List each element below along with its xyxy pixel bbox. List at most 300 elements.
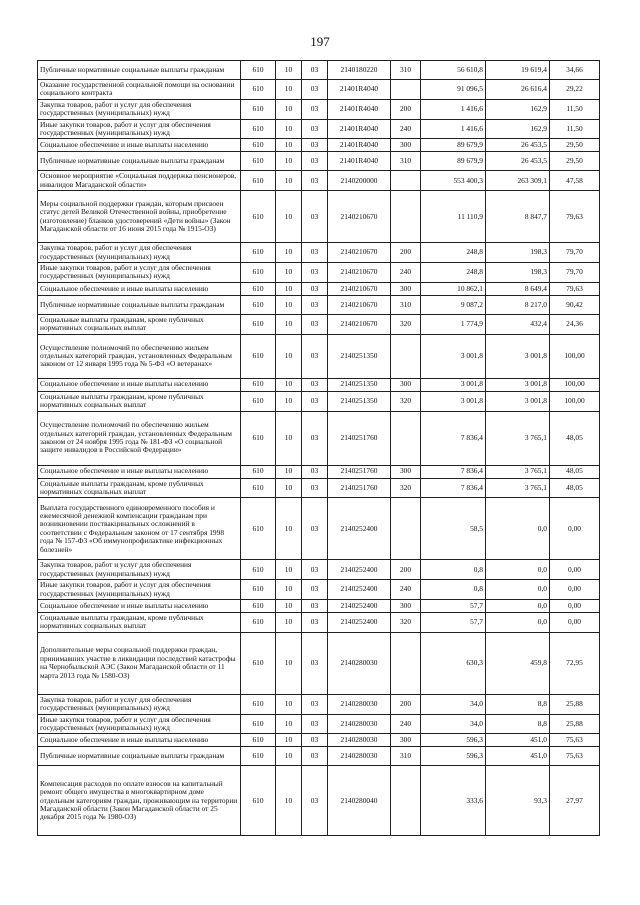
execution-percent-cell: 29,50 [550, 139, 600, 152]
expense-type-cell: 300 [391, 599, 421, 612]
row-name-cell: Социальное обеспечение и иные выплаты населению [38, 139, 241, 152]
planned-amount-cell: 57,7 [421, 599, 486, 612]
row-name-cell: Закупка товаров, работ и услуг для обеспечения государственных (муниципальных) нужд [38, 694, 241, 714]
table-row [38, 314, 600, 334]
target-article-cell: 2140210670 [328, 191, 391, 243]
planned-amount-cell: 333,6 [421, 766, 486, 836]
row-name-cell: Публичные нормативные социальные выплаты гражданам [38, 152, 241, 171]
row-name-cell: Публичные нормативные социальные выплаты гражданам [38, 61, 241, 80]
row-name-cell: Закупка товаров, работ и услуг для обеспечения государственных (муниципальных) нужд [38, 99, 241, 119]
section-code-cell: 10 [276, 694, 302, 714]
expense-type-cell: 300 [391, 465, 421, 478]
row-name-cell: Иные закупки товаров, работ и услуг для обеспечения государственных (муниципальных) нужд [38, 119, 241, 139]
ministry-code-cell: 610 [241, 80, 276, 100]
row-name-cell: Иные закупки товаров, работ и услуг для обеспечения государственных (муниципальных) нужд [38, 263, 241, 283]
table-row [38, 282, 600, 295]
planned-amount-cell: 0,8 [421, 580, 486, 600]
target-article-cell: 21401R4040 [328, 119, 391, 139]
subsection-code-cell: 03 [302, 747, 328, 766]
expense-type-cell [391, 171, 421, 191]
table-row [38, 694, 600, 714]
executed-amount-cell: 3 765,1 [486, 465, 550, 478]
page-number: 197 [310, 34, 330, 49]
section-code-cell: 10 [276, 295, 302, 314]
planned-amount-cell: 553 400,3 [421, 171, 486, 191]
planned-amount-cell: 34,0 [421, 694, 486, 714]
row-name-cell: Социальное обеспечение и иные выплаты населению [38, 282, 241, 295]
executed-amount-cell: 0,0 [486, 599, 550, 612]
executed-amount-cell: 162,9 [486, 119, 550, 139]
planned-amount-cell: 248,8 [421, 263, 486, 283]
expense-type-cell: 300 [391, 282, 421, 295]
section-code-cell: 10 [276, 152, 302, 171]
planned-amount-cell: 3 001,8 [421, 378, 486, 391]
execution-percent-cell: 29,22 [550, 80, 600, 100]
executed-amount-cell: 459,8 [486, 632, 550, 694]
planned-amount-cell: 9 087,2 [421, 295, 486, 314]
execution-percent-cell: 79,63 [550, 191, 600, 243]
execution-percent-cell: 100,00 [550, 391, 600, 411]
table-row [38, 80, 600, 100]
table-row [38, 734, 600, 747]
table-row [38, 378, 600, 391]
planned-amount-cell: 7 836,4 [421, 465, 486, 478]
expense-type-cell [391, 334, 421, 378]
ministry-code-cell: 610 [241, 99, 276, 119]
target-article-cell: 2140251760 [328, 411, 391, 465]
target-article-cell: 2140280030 [328, 747, 391, 766]
executed-amount-cell: 19 619,4 [486, 61, 550, 80]
subsection-code-cell: 03 [302, 734, 328, 747]
execution-percent-cell: 0,00 [550, 560, 600, 580]
execution-percent-cell: 90,42 [550, 295, 600, 314]
subsection-code-cell: 03 [302, 391, 328, 411]
table-row [38, 391, 600, 411]
expense-type-cell: 200 [391, 694, 421, 714]
target-article-cell: 21401R4040 [328, 152, 391, 171]
target-article-cell: 2140251350 [328, 391, 391, 411]
target-article-cell: 2140252400 [328, 498, 391, 560]
expense-type-cell: 320 [391, 314, 421, 334]
table-row [38, 139, 600, 152]
target-article-cell: 2140210670 [328, 295, 391, 314]
executed-amount-cell: 8 847,7 [486, 191, 550, 243]
table-row [38, 747, 600, 766]
table-row [38, 560, 600, 580]
ministry-code-cell: 610 [241, 734, 276, 747]
subsection-code-cell: 03 [302, 314, 328, 334]
expense-type-cell: 310 [391, 152, 421, 171]
subsection-code-cell: 03 [302, 61, 328, 80]
ministry-code-cell: 610 [241, 61, 276, 80]
expense-type-cell [391, 80, 421, 100]
subsection-code-cell: 03 [302, 119, 328, 139]
row-name-cell: Меры социальной поддержки граждан, которым присвоен статус детей Великой Отечественной войны, приобретение (изготовление) бланков удостоверений «Дети войны» (Закон Магаданской области от 16 июня 2015 года № 1915-ОЗ) [38, 191, 241, 243]
execution-percent-cell: 72,95 [550, 632, 600, 694]
row-name-cell: Иные закупки товаров, работ и услуг для обеспечения государственных (муниципальных) нужд [38, 580, 241, 600]
target-article-cell: 2140280030 [328, 632, 391, 694]
row-name-cell: Выплата государственного единовременного пособия и ежемесячной денежной компенсации гражданам при возникновении поствакцинальных осложнений в соответствии с Федеральным законом от 17 сентября 1998 года № 157-ФЗ «Об иммунопрофилактике инфекционных болезней» [38, 498, 241, 560]
table-row [38, 295, 600, 314]
ministry-code-cell: 610 [241, 314, 276, 334]
subsection-code-cell: 03 [302, 378, 328, 391]
expense-type-cell: 240 [391, 263, 421, 283]
target-article-cell: 2140210670 [328, 282, 391, 295]
execution-percent-cell: 27,97 [550, 766, 600, 836]
expense-type-cell: 200 [391, 560, 421, 580]
subsection-code-cell: 03 [302, 632, 328, 694]
expense-type-cell: 300 [391, 139, 421, 152]
row-name-cell: Закупка товаров, работ и услуг для обеспечения государственных (муниципальных) нужд [38, 243, 241, 263]
expense-type-cell [391, 498, 421, 560]
execution-percent-cell: 100,00 [550, 378, 600, 391]
table-row [38, 714, 600, 734]
expense-type-cell: 310 [391, 61, 421, 80]
table-row [38, 119, 600, 139]
subsection-code-cell: 03 [302, 334, 328, 378]
execution-percent-cell: 11,50 [550, 119, 600, 139]
target-article-cell: 2140210670 [328, 263, 391, 283]
planned-amount-cell: 1 416,6 [421, 99, 486, 119]
planned-amount-cell: 57,7 [421, 612, 486, 632]
target-article-cell: 2140280030 [328, 714, 391, 734]
target-article-cell: 2140210670 [328, 243, 391, 263]
row-name-cell: Иные закупки товаров, работ и услуг для обеспечения государственных (муниципальных) нужд [38, 714, 241, 734]
row-name-cell: Осуществление полномочий по обеспечению жильем отдельных категорий граждан, установленных Федеральным законом от 12 января 1995 года № 5-ФЗ «О ветеранах» [38, 334, 241, 378]
executed-amount-cell: 26 453,5 [486, 139, 550, 152]
ministry-code-cell: 610 [241, 171, 276, 191]
expense-type-cell: 240 [391, 119, 421, 139]
execution-percent-cell: 79,70 [550, 263, 600, 283]
executed-amount-cell: 451,0 [486, 747, 550, 766]
table-row [38, 612, 600, 632]
planned-amount-cell: 3 001,8 [421, 334, 486, 378]
ministry-code-cell: 610 [241, 632, 276, 694]
ministry-code-cell: 610 [241, 139, 276, 152]
subsection-code-cell: 03 [302, 282, 328, 295]
subsection-code-cell: 03 [302, 560, 328, 580]
table-row [38, 243, 600, 263]
table-row [38, 411, 600, 465]
row-name-cell: Социальное обеспечение и иные выплаты населению [38, 599, 241, 612]
target-article-cell: 21401R4040 [328, 99, 391, 119]
subsection-code-cell: 03 [302, 478, 328, 498]
section-code-cell: 10 [276, 61, 302, 80]
execution-percent-cell: 29,50 [550, 152, 600, 171]
ministry-code-cell: 610 [241, 334, 276, 378]
executed-amount-cell: 451,0 [486, 734, 550, 747]
table-row [38, 152, 600, 171]
planned-amount-cell: 3 001,8 [421, 391, 486, 411]
target-article-cell: 2140180220 [328, 61, 391, 80]
ministry-code-cell: 610 [241, 391, 276, 411]
section-code-cell: 10 [276, 498, 302, 560]
executed-amount-cell: 263 309,1 [486, 171, 550, 191]
planned-amount-cell: 89 679,9 [421, 152, 486, 171]
execution-percent-cell: 100,00 [550, 334, 600, 378]
executed-amount-cell: 432,4 [486, 314, 550, 334]
execution-percent-cell: 0,00 [550, 612, 600, 632]
row-name-cell: Публичные нормативные социальные выплаты гражданам [38, 295, 241, 314]
planned-amount-cell: 89 679,9 [421, 139, 486, 152]
ministry-code-cell: 610 [241, 263, 276, 283]
ministry-code-cell: 610 [241, 295, 276, 314]
executed-amount-cell: 26 616,4 [486, 80, 550, 100]
subsection-code-cell: 03 [302, 295, 328, 314]
section-code-cell: 10 [276, 714, 302, 734]
executed-amount-cell: 0,0 [486, 612, 550, 632]
executed-amount-cell: 8 649,4 [486, 282, 550, 295]
subsection-code-cell: 03 [302, 580, 328, 600]
section-code-cell: 10 [276, 560, 302, 580]
table-row [38, 334, 600, 378]
table-row [38, 61, 600, 80]
planned-amount-cell: 596,3 [421, 734, 486, 747]
subsection-code-cell: 03 [302, 80, 328, 100]
ministry-code-cell: 610 [241, 465, 276, 478]
target-article-cell: 2140280040 [328, 766, 391, 836]
section-code-cell: 10 [276, 314, 302, 334]
subsection-code-cell: 03 [302, 694, 328, 714]
executed-amount-cell: 3 765,1 [486, 478, 550, 498]
execution-percent-cell: 48,05 [550, 411, 600, 465]
planned-amount-cell: 58,5 [421, 498, 486, 560]
budget-table [37, 60, 600, 836]
planned-amount-cell: 596,3 [421, 747, 486, 766]
execution-percent-cell: 75,63 [550, 734, 600, 747]
executed-amount-cell: 162,9 [486, 99, 550, 119]
execution-percent-cell: 34,66 [550, 61, 600, 80]
execution-percent-cell: 25,88 [550, 714, 600, 734]
subsection-code-cell: 03 [302, 411, 328, 465]
table-row [38, 580, 600, 600]
target-article-cell: 2140252400 [328, 580, 391, 600]
ministry-code-cell: 610 [241, 498, 276, 560]
execution-percent-cell: 24,36 [550, 314, 600, 334]
executed-amount-cell: 0,0 [486, 498, 550, 560]
target-article-cell: 21401R4040 [328, 80, 391, 100]
subsection-code-cell: 03 [302, 171, 328, 191]
planned-amount-cell: 7 836,4 [421, 478, 486, 498]
ministry-code-cell: 610 [241, 191, 276, 243]
expense-type-cell [391, 191, 421, 243]
target-article-cell: 2140280030 [328, 734, 391, 747]
section-code-cell: 10 [276, 747, 302, 766]
section-code-cell: 10 [276, 191, 302, 243]
ministry-code-cell: 610 [241, 282, 276, 295]
planned-amount-cell: 34,0 [421, 714, 486, 734]
executed-amount-cell: 93,3 [486, 766, 550, 836]
row-name-cell: Компенсация расходов по оплате взносов на капитальный ремонт общего имущества в многоквартирном доме отдельным категориям граждан, проживающим на территории Магаданской области (Закон Магаданской области от 25 декабря 2015 года № 1980-ОЗ) [38, 766, 241, 836]
row-name-cell: Социальные выплаты гражданам, кроме публичных нормативных социальных выплат [38, 478, 241, 498]
target-article-cell: 2140251350 [328, 334, 391, 378]
planned-amount-cell: 630,3 [421, 632, 486, 694]
planned-amount-cell: 0,8 [421, 560, 486, 580]
table-row [38, 632, 600, 694]
planned-amount-cell: 7 836,4 [421, 411, 486, 465]
ministry-code-cell: 610 [241, 411, 276, 465]
execution-percent-cell: 75,63 [550, 747, 600, 766]
ministry-code-cell: 610 [241, 599, 276, 612]
execution-percent-cell: 48,05 [550, 465, 600, 478]
execution-percent-cell: 47,58 [550, 171, 600, 191]
expense-type-cell: 320 [391, 478, 421, 498]
row-name-cell: Социальные выплаты гражданам, кроме публичных нормативных социальных выплат [38, 391, 241, 411]
target-article-cell: 2140280030 [328, 694, 391, 714]
section-code-cell: 10 [276, 612, 302, 632]
expense-type-cell: 320 [391, 612, 421, 632]
subsection-code-cell: 03 [302, 139, 328, 152]
execution-percent-cell: 11,50 [550, 99, 600, 119]
section-code-cell: 10 [276, 119, 302, 139]
executed-amount-cell: 8,8 [486, 694, 550, 714]
executed-amount-cell: 8,8 [486, 714, 550, 734]
subsection-code-cell: 03 [302, 152, 328, 171]
target-article-cell: 2140251760 [328, 478, 391, 498]
table-row [38, 478, 600, 498]
row-name-cell: Оказание государственной социальной помощи на основании социального контракта [38, 80, 241, 100]
subsection-code-cell: 03 [302, 465, 328, 478]
section-code-cell: 10 [276, 599, 302, 612]
subsection-code-cell: 03 [302, 99, 328, 119]
section-code-cell: 10 [276, 263, 302, 283]
section-code-cell: 10 [276, 478, 302, 498]
planned-amount-cell: 1 774,9 [421, 314, 486, 334]
planned-amount-cell: 11 110,9 [421, 191, 486, 243]
execution-percent-cell: 0,00 [550, 580, 600, 600]
ministry-code-cell: 610 [241, 378, 276, 391]
row-name-cell: Публичные нормативные социальные выплаты гражданам [38, 747, 241, 766]
ministry-code-cell: 610 [241, 580, 276, 600]
section-code-cell: 10 [276, 411, 302, 465]
expense-type-cell: 300 [391, 734, 421, 747]
target-article-cell: 21401R4040 [328, 139, 391, 152]
planned-amount-cell: 248,8 [421, 243, 486, 263]
section-code-cell: 10 [276, 99, 302, 119]
ministry-code-cell: 610 [241, 766, 276, 836]
row-name-cell: Социальное обеспечение и иные выплаты населению [38, 734, 241, 747]
execution-percent-cell: 25,88 [550, 694, 600, 714]
planned-amount-cell: 91 096,5 [421, 80, 486, 100]
budget-table-body [38, 61, 600, 836]
section-code-cell: 10 [276, 334, 302, 378]
subsection-code-cell: 03 [302, 714, 328, 734]
executed-amount-cell: 3 765,1 [486, 411, 550, 465]
table-row [38, 766, 600, 836]
section-code-cell: 10 [276, 580, 302, 600]
planned-amount-cell: 10 862,1 [421, 282, 486, 295]
section-code-cell: 10 [276, 766, 302, 836]
subsection-code-cell: 03 [302, 766, 328, 836]
execution-percent-cell: 79,63 [550, 282, 600, 295]
section-code-cell: 10 [276, 734, 302, 747]
expense-type-cell: 310 [391, 295, 421, 314]
subsection-code-cell: 03 [302, 191, 328, 243]
executed-amount-cell: 0,0 [486, 580, 550, 600]
ministry-code-cell: 610 [241, 478, 276, 498]
expense-type-cell: 200 [391, 99, 421, 119]
section-code-cell: 10 [276, 139, 302, 152]
subsection-code-cell: 03 [302, 599, 328, 612]
executed-amount-cell: 198,3 [486, 243, 550, 263]
ministry-code-cell: 610 [241, 560, 276, 580]
section-code-cell: 10 [276, 378, 302, 391]
row-name-cell: Социальное обеспечение и иные выплаты населению [38, 465, 241, 478]
subsection-code-cell: 03 [302, 498, 328, 560]
section-code-cell: 10 [276, 632, 302, 694]
ministry-code-cell: 610 [241, 747, 276, 766]
section-code-cell: 10 [276, 80, 302, 100]
planned-amount-cell: 1 416,6 [421, 119, 486, 139]
table-row [38, 498, 600, 560]
target-article-cell: 2140210670 [328, 314, 391, 334]
table-row [38, 263, 600, 283]
section-code-cell: 10 [276, 391, 302, 411]
row-name-cell: Дополнительные меры социальной поддержки граждан, принимавших участие в ликвидации последствий катастрофы на Чернобыльской АЭС (Закон Магаданской области от 11 марта 2013 года № 1580-ОЗ) [38, 632, 241, 694]
ministry-code-cell: 610 [241, 714, 276, 734]
expense-type-cell: 240 [391, 714, 421, 734]
executed-amount-cell: 26 453,5 [486, 152, 550, 171]
subsection-code-cell: 03 [302, 263, 328, 283]
execution-percent-cell: 79,70 [550, 243, 600, 263]
execution-percent-cell: 0,00 [550, 498, 600, 560]
expense-type-cell [391, 411, 421, 465]
executed-amount-cell: 8 217,0 [486, 295, 550, 314]
target-article-cell: 2140251350 [328, 378, 391, 391]
executed-amount-cell: 3 001,8 [486, 334, 550, 378]
expense-type-cell: 320 [391, 391, 421, 411]
executed-amount-cell: 198,3 [486, 263, 550, 283]
table-row [38, 599, 600, 612]
target-article-cell: 2140200000 [328, 171, 391, 191]
expense-type-cell [391, 632, 421, 694]
target-article-cell: 2140252400 [328, 612, 391, 632]
row-name-cell: Социальные выплаты гражданам, кроме публичных нормативных социальных выплат [38, 612, 241, 632]
target-article-cell: 2140252400 [328, 560, 391, 580]
section-code-cell: 10 [276, 243, 302, 263]
execution-percent-cell: 48,05 [550, 478, 600, 498]
row-name-cell: Основное мероприятие «Социальная поддержка пенсионеров, инвалидов Магаданской области» [38, 171, 241, 191]
ministry-code-cell: 610 [241, 694, 276, 714]
execution-percent-cell: 0,00 [550, 599, 600, 612]
expense-type-cell: 200 [391, 243, 421, 263]
table-row [38, 465, 600, 478]
row-name-cell: Осуществление полномочий по обеспечению жильем отдельных категорий граждан, установленных Федеральным законом от 24 ноября 1995 года № 181-ФЗ «О социальной защите инвалидов в Российской Федерации» [38, 411, 241, 465]
executed-amount-cell: 3 001,8 [486, 378, 550, 391]
ministry-code-cell: 610 [241, 152, 276, 171]
section-code-cell: 10 [276, 282, 302, 295]
subsection-code-cell: 03 [302, 243, 328, 263]
section-code-cell: 10 [276, 465, 302, 478]
executed-amount-cell: 0,0 [486, 560, 550, 580]
ministry-code-cell: 610 [241, 119, 276, 139]
expense-type-cell: 310 [391, 747, 421, 766]
target-article-cell: 2140252400 [328, 599, 391, 612]
expense-type-cell: 240 [391, 580, 421, 600]
section-code-cell: 10 [276, 171, 302, 191]
table-row [38, 171, 600, 191]
subsection-code-cell: 03 [302, 612, 328, 632]
planned-amount-cell: 56 610,8 [421, 61, 486, 80]
table-row [38, 99, 600, 119]
expense-type-cell: 300 [391, 378, 421, 391]
row-name-cell: Социальные выплаты гражданам, кроме публичных нормативных социальных выплат [38, 314, 241, 334]
ministry-code-cell: 610 [241, 243, 276, 263]
executed-amount-cell: 3 001,8 [486, 391, 550, 411]
expense-type-cell [391, 766, 421, 836]
row-name-cell: Социальное обеспечение и иные выплаты населению [38, 378, 241, 391]
table-row [38, 191, 600, 243]
